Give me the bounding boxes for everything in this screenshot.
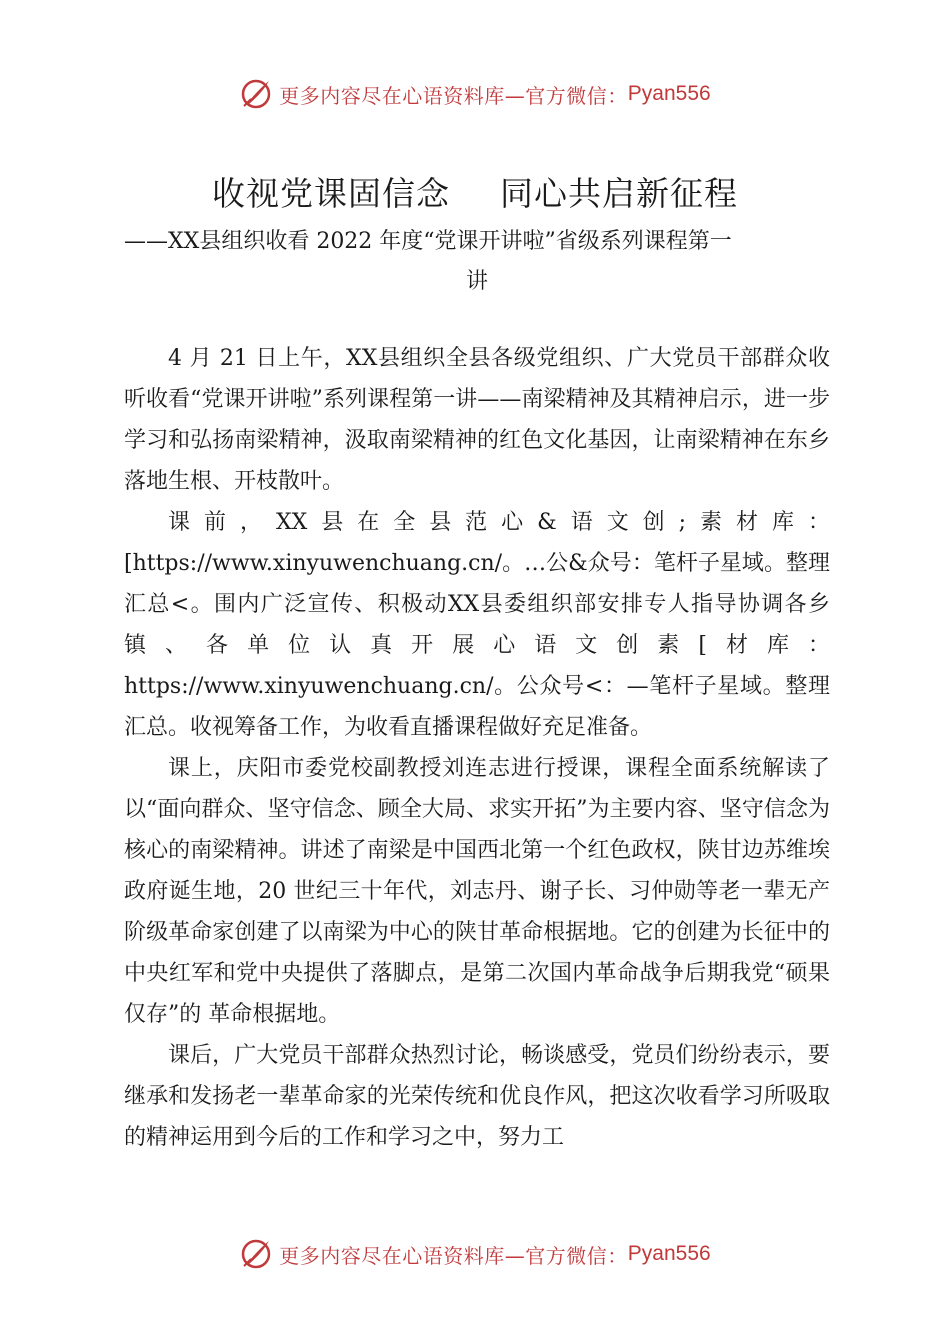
banner-wechat-id: Pyan556: [627, 1242, 711, 1265]
footer-watermark-banner: [0, 1234, 950, 1274]
paragraph: 课上，庆阳市委党校副教授刘连志进行授课，课程全面系统解读了以“面向群众、坚守信念、顾全大局、求实开拓”为主要内容、坚守信念为核心的南梁精神。讲述了南梁是中国西北第一个红色政权，陕甘边苏维埃政府诞生地，20 世纪三十年代，刘志丹、谢子长、习仲勋等老一辈无产阶级革命家创建了以南梁为中心的陕甘革命根据地。它的创建为长征中的中央红军和党中央提供了落脚点，是第二次国内革命战争后期我党“硕果仅存”的 革命根据地。: [124, 756, 830, 1027]
banner-text: 更多内容尽在心语资料库—官方微信：: [279, 83, 628, 108]
subtitle-line-1: ——XX县组织收看 2022 年度“党课开讲啦”省级系列课程第一: [124, 229, 732, 254]
paragraph: 课前，XX县在全县范心&语文创;素材库：[https://www.xinyuwenchuang.cn/。…公&众号：笔杆子星域。整理汇总<。围内广泛宣传、积极动XX县委组织部安排专人指导协调各乡镇、各单位认真开展心语文创素[材库：https://www.xinyuwenchuang.cn/。公众号<：—笔杆子星域。整理汇总。收视筹备工作，为收看直播课程做好充足准备。: [124, 510, 830, 740]
document-body: [124, 338, 830, 1158]
title-part-b: 同心共启新征程: [500, 174, 738, 213]
feather-pen-logo-icon: [239, 1237, 273, 1271]
document-title: [0, 168, 950, 215]
paragraph: 课后，广大党员干部群众热烈讨论，畅谈感受，党员们纷纷表示，要继承和发扬老一辈革命家的光荣传统和优良作风，把这次收看学习所吸取的精神运用到今后的工作和学习之中，努力工: [124, 1043, 830, 1150]
banner-text: 更多内容尽在心语资料库—官方微信：: [279, 1243, 628, 1268]
subtitle-line-2: 讲: [465, 269, 488, 294]
document-subtitle: [124, 222, 830, 302]
feather-pen-logo-icon: [239, 77, 273, 111]
paragraph: 4 月 21 日上午，XX县组织全县各级党组织、广大党员干部群众收听收看“党课开讲啦”系列课程第一讲——南梁精神及其精神启示，进一步学习和弘扬南梁精神，汲取南梁精神的红色文化基因，让南梁精神在东乡落地生根、开枝散叶。: [124, 346, 830, 494]
header-watermark-banner: [0, 74, 950, 114]
banner-wechat-id: Pyan556: [627, 82, 711, 105]
title-part-a: 收视党课固信念: [212, 174, 450, 213]
